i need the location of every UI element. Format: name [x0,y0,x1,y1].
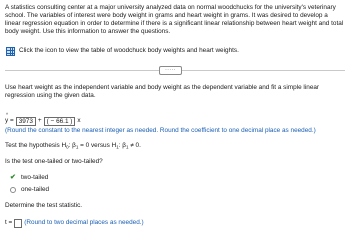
problem-intro: A statistics consulting center at a major university analyzed data on normal woodchucks for the university's veterinary school. The variables of interest were body weight in grams and heart weight in grams. It was desired to develop a linear regression equation in order to determine if there is a significant linear relationship between heart weight and total body weight. Use this information to answer the questions. [5,4,344,36]
t-label: t = [5,219,13,227]
rounding-instruction: (Round the constant to the nearest integer as needed. Round the coefficient to one decimal place as needed.) [5,127,316,134]
h0-subscript: 0 [66,144,69,150]
test-statistic-question: Determine the test statistic. [5,202,83,209]
tails-question: Is the test one-tailed or two-tailed? [5,158,103,165]
table-grid-icon[interactable] [6,47,15,56]
option-two-tailed[interactable] [10,174,48,182]
slope-answer-box[interactable]: ( − 66.1 ) [44,117,76,126]
h0-rest: = 0 versus H [78,142,117,149]
intercept-answer-box[interactable]: 3973 [16,117,36,126]
h1-text: : β [118,142,126,149]
beta1-subscript: 1 [75,144,79,150]
beta1-subscript-alt: 1 [125,144,129,150]
regression-question: Use heart weight as the independent variable and body weight as the dependent variable and fit a simple linear regression using the given data. [5,84,320,100]
hypothesis-prefix: Test the hypothesis H [5,142,67,149]
option-two-tailed-label[interactable]: two-tailed [21,174,49,181]
radio-button[interactable] [10,187,16,193]
h0-text: : β [68,142,76,149]
data-table-link-label[interactable]: Click the icon to view the table of woodchuck body weights and heart weights. [19,47,239,55]
equation-variable: x [77,117,81,125]
t-answer-input[interactable] [14,219,22,228]
h1-subscript: 1 [116,144,119,150]
regression-equation [5,117,81,126]
y-hat-accent: ^ [6,112,9,117]
h1-rest: ≠ 0. [128,142,141,149]
option-one-tailed-label[interactable]: one-tailed [21,186,50,193]
hypothesis-statement [5,142,141,150]
checkmark-icon: ✔ [10,174,16,181]
option-one-tailed[interactable] [10,186,49,194]
expand-more-button[interactable]: ····· [159,66,182,75]
t-rounding-note: (Round to two decimal places as needed.) [24,219,144,227]
equation-plus: + [37,117,42,125]
t-statistic-row [5,219,144,228]
equation-lhs: y = [5,117,14,125]
data-table-link[interactable] [6,47,239,56]
